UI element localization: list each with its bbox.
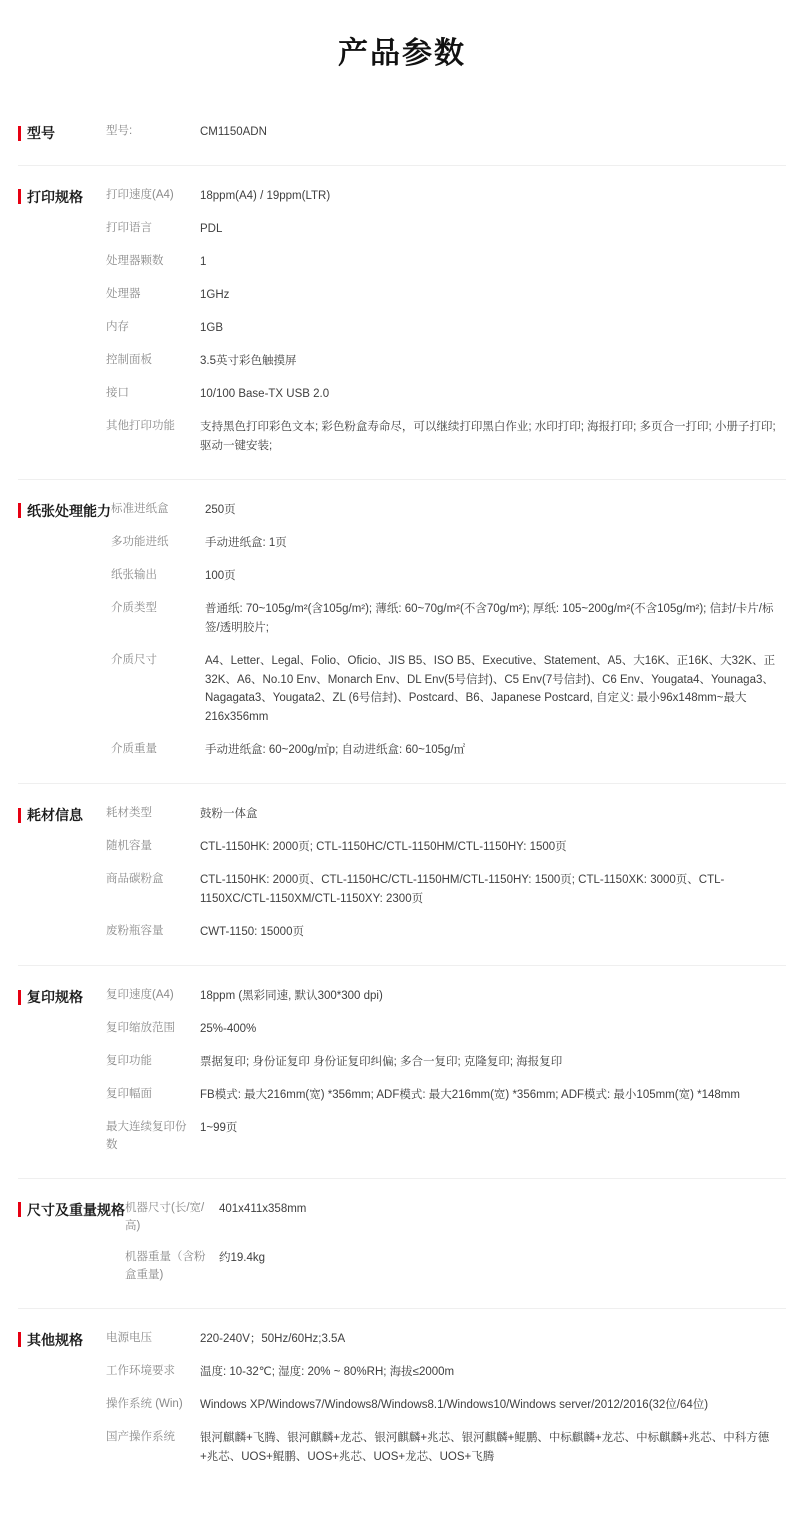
spec-row-value: 手动进纸盒: 1页 — [205, 536, 287, 549]
spec-row — [106, 116, 786, 149]
section-marker-bar — [18, 1332, 21, 1347]
section-title: 复印规格 — [27, 989, 83, 1006]
spec-row — [106, 1356, 786, 1389]
spec-row-label: 耗材类型 — [106, 807, 152, 820]
spec-row-value: 支持黑色打印彩色文本; 彩色粉盒寿命尽，可以继续打印黑白作业; 水印打印; 海报打印; 多页合一打印; 小册子打印; 驱动一键安装; — [200, 420, 776, 452]
spec-row — [106, 246, 786, 279]
spec-row-label: 控制面板 — [106, 353, 152, 366]
spec-row-label: 机器重量（含粉盒重量) — [125, 1251, 206, 1282]
spec-row-label: 处理器 — [106, 287, 141, 300]
spec-row — [106, 1323, 786, 1356]
page-title: 产品参数 — [338, 37, 466, 70]
spec-row — [111, 734, 786, 767]
spec-row — [106, 213, 786, 246]
spec-row-label: 处理器颗数 — [106, 254, 164, 267]
spec-row-label: 废粉瓶容量 — [106, 925, 164, 938]
spec-row-label: 工作环境要求 — [106, 1364, 175, 1377]
spec-row — [111, 494, 786, 527]
spec-section — [18, 166, 786, 480]
section-rows — [106, 798, 786, 949]
spec-row-value: 401x411x358mm — [219, 1202, 307, 1215]
spec-row-label: 打印速度(A4) — [106, 188, 174, 201]
spec-section — [18, 1179, 786, 1309]
spec-row — [111, 560, 786, 593]
spec-row-value: 1~99页 — [200, 1122, 238, 1135]
section-title: 尺寸及重量规格 — [27, 1201, 125, 1218]
spec-row — [106, 1046, 786, 1079]
spec-row — [106, 831, 786, 864]
spec-row-label: 复印速度(A4) — [106, 989, 174, 1002]
spec-row-label: 打印语言 — [106, 221, 152, 234]
spec-row-label: 其他打印功能 — [106, 419, 175, 432]
section-header — [18, 980, 106, 1007]
spec-row — [106, 916, 786, 949]
section-rows — [106, 980, 786, 1162]
spec-row-value: 1GB — [200, 321, 224, 334]
spec-row-label: 机器尺寸(长/宽/高) — [125, 1201, 205, 1232]
spec-row-label: 国产操作系统 — [106, 1430, 175, 1443]
spec-row-value: CTL-1150HK: 2000页; CTL-1150HC/CTL-1150HM/CTL-1150HY: 1500页 — [200, 841, 567, 854]
section-title: 型号 — [27, 125, 55, 141]
section-title: 耗材信息 — [27, 807, 83, 824]
section-title: 打印规格 — [27, 188, 83, 205]
spec-section — [18, 784, 786, 966]
spec-row — [106, 1422, 786, 1474]
spec-row-value: PDL — [200, 222, 223, 235]
spec-row — [106, 279, 786, 312]
spec-row — [106, 180, 786, 213]
spec-row-value: 18ppm (黑彩同速, 默认300*300 dpi) — [200, 990, 383, 1003]
spec-row-label: 接口 — [106, 386, 129, 399]
section-title: 纸张处理能力 — [27, 502, 111, 519]
spec-row — [106, 1013, 786, 1046]
spec-row-label: 复印功能 — [106, 1055, 152, 1068]
spec-row-value: 1GHz — [200, 288, 230, 301]
spec-row-label: 复印缩放范围 — [106, 1022, 175, 1035]
spec-row-label: 操作系统 (Win) — [106, 1397, 183, 1410]
section-header — [18, 494, 111, 521]
spec-row-value: 18ppm(A4) / 19ppm(LTR) — [200, 189, 331, 202]
section-rows — [125, 1193, 786, 1292]
section-marker-bar — [18, 1202, 21, 1217]
spec-row — [106, 345, 786, 378]
spec-row — [106, 1079, 786, 1112]
spec-row-value: FB模式: 最大216mm(宽) *356mm; ADF模式: 最大216mm(宽) *356mm; ADF模式: 最小105mm(宽) *148mm — [200, 1089, 740, 1102]
spec-row-value: 约19.4kg — [219, 1252, 266, 1265]
section-marker-bar — [18, 990, 21, 1005]
spec-row — [106, 378, 786, 411]
spec-row-value: 银河麒麟+飞腾、银河麒麟+龙芯、银河麒麟+兆芯、银河麒麟+鲲鹏、中标麒麟+龙芯、中标麒麟+兆芯、中科方德+兆芯、UOS+鲲鹏、UOS+兆芯、UOS+龙芯、UOS+飞腾 — [200, 1431, 770, 1463]
section-rows — [106, 1323, 786, 1474]
spec-row-value: A4、Letter、Legal、Folio、Oficio、JIS B5、ISO B5、Executive、Statement、A5、大16K、正16K、大32K、正32K、A6、No.10 Env、Monarch Env、DL Env(5号信封)、C5 Env(7号信封)、C6 Env、Yougata4、Younaga3、Nagagata3、Yougata2、ZL (6号信封)、Postcard、B6、Japanese Postcard, 自定义: 最小96x148mm~最大216x356mm — [205, 654, 776, 724]
spec-row-value: 3.5英寸彩色触摸屏 — [200, 354, 297, 367]
section-header — [18, 180, 106, 207]
spec-row — [106, 1389, 786, 1422]
spec-row — [106, 798, 786, 831]
spec-row — [106, 411, 786, 463]
spec-row-value: 10/100 Base-TX USB 2.0 — [200, 387, 330, 400]
spec-row-label: 介质尺寸 — [111, 653, 157, 666]
spec-row — [106, 312, 786, 345]
spec-row-value: 手动进纸盒: 60~200g/㎡p; 自动进纸盒: 60~105g/㎡ — [205, 744, 466, 757]
spec-row — [106, 980, 786, 1013]
section-header — [18, 1193, 125, 1220]
spec-row-label: 纸张输出 — [111, 568, 157, 581]
spec-row-label: 随机容量 — [106, 840, 152, 853]
spec-row-label: 标准进纸盒 — [111, 502, 169, 515]
spec-row-value: 票据复印; 身份证复印 身份证复印纠偏; 多合一复印; 克隆复印; 海报复印 — [200, 1056, 563, 1069]
spec-row-value: 1 — [200, 255, 207, 268]
spec-row-label: 商品碳粉盒 — [106, 873, 164, 886]
spec-section — [18, 480, 786, 785]
spec-row-value: 普通纸: 70~105g/m²(含105g/m²); 薄纸: 60~70g/m²(不含70g/m²); 厚纸: 105~200g/m²(不含105g/m²); 信封/卡片/标签/透明胶片; — [205, 602, 774, 634]
spec-row-value: 100页 — [205, 569, 236, 582]
spec-row — [111, 593, 786, 645]
section-header — [18, 116, 106, 143]
spec-row — [125, 1193, 786, 1243]
section-marker-bar — [18, 126, 21, 141]
spec-row — [106, 1112, 786, 1162]
section-marker-bar — [18, 503, 21, 518]
spec-row-label: 多功能进纸 — [111, 535, 169, 548]
spec-row-value: CM1150ADN — [200, 126, 267, 138]
section-marker-bar — [18, 189, 21, 204]
spec-row — [111, 645, 786, 735]
spec-row-label: 介质类型 — [111, 601, 157, 614]
spec-row-label: 内存 — [106, 320, 129, 333]
spec-row-label: 复印幅面 — [106, 1088, 152, 1101]
section-header — [18, 798, 106, 825]
spec-row — [111, 527, 786, 560]
spec-row-label: 最大连续复印份数 — [106, 1121, 187, 1151]
spec-row-value: CWT-1150: 15000页 — [200, 926, 304, 939]
section-rows — [111, 494, 786, 768]
spec-section — [18, 1309, 786, 1490]
spec-row-value: 250页 — [205, 503, 236, 516]
section-title: 其他规格 — [27, 1331, 83, 1348]
spec-sections — [18, 102, 786, 1490]
spec-row-label: 型号: — [106, 125, 133, 137]
spec-row-value: 220-240V；50Hz/60Hz;3.5A — [200, 1332, 346, 1345]
section-rows — [106, 180, 786, 463]
spec-row-value: 温度: 10-32℃; 湿度: 20% ~ 80%RH; 海拔≤2000m — [200, 1365, 455, 1378]
spec-row-value: CTL-1150HK: 2000页、CTL-1150HC/CTL-1150HM/CTL-1150HY: 1500页; CTL-1150XK: 3000页、CTL-1150XC/CTL-1150XM/CTL-1150XY: 2300页 — [200, 874, 725, 906]
spec-row-label: 介质重量 — [111, 743, 157, 756]
spec-section — [18, 102, 786, 166]
spec-row — [125, 1242, 786, 1292]
section-marker-bar — [18, 808, 21, 823]
spec-row — [106, 864, 786, 916]
spec-row-value: 25%-400% — [200, 1023, 257, 1036]
spec-section — [18, 966, 786, 1179]
spec-row-value: 鼓粉一体盒 — [200, 808, 258, 821]
section-rows — [106, 116, 786, 149]
section-header — [18, 1323, 106, 1350]
spec-row-value: Windows XP/Windows7/Windows8/Windows8.1/Windows10/Windows server/2012/2016(32位/64位) — [200, 1398, 709, 1411]
spec-row-label: 电源电压 — [106, 1331, 152, 1344]
